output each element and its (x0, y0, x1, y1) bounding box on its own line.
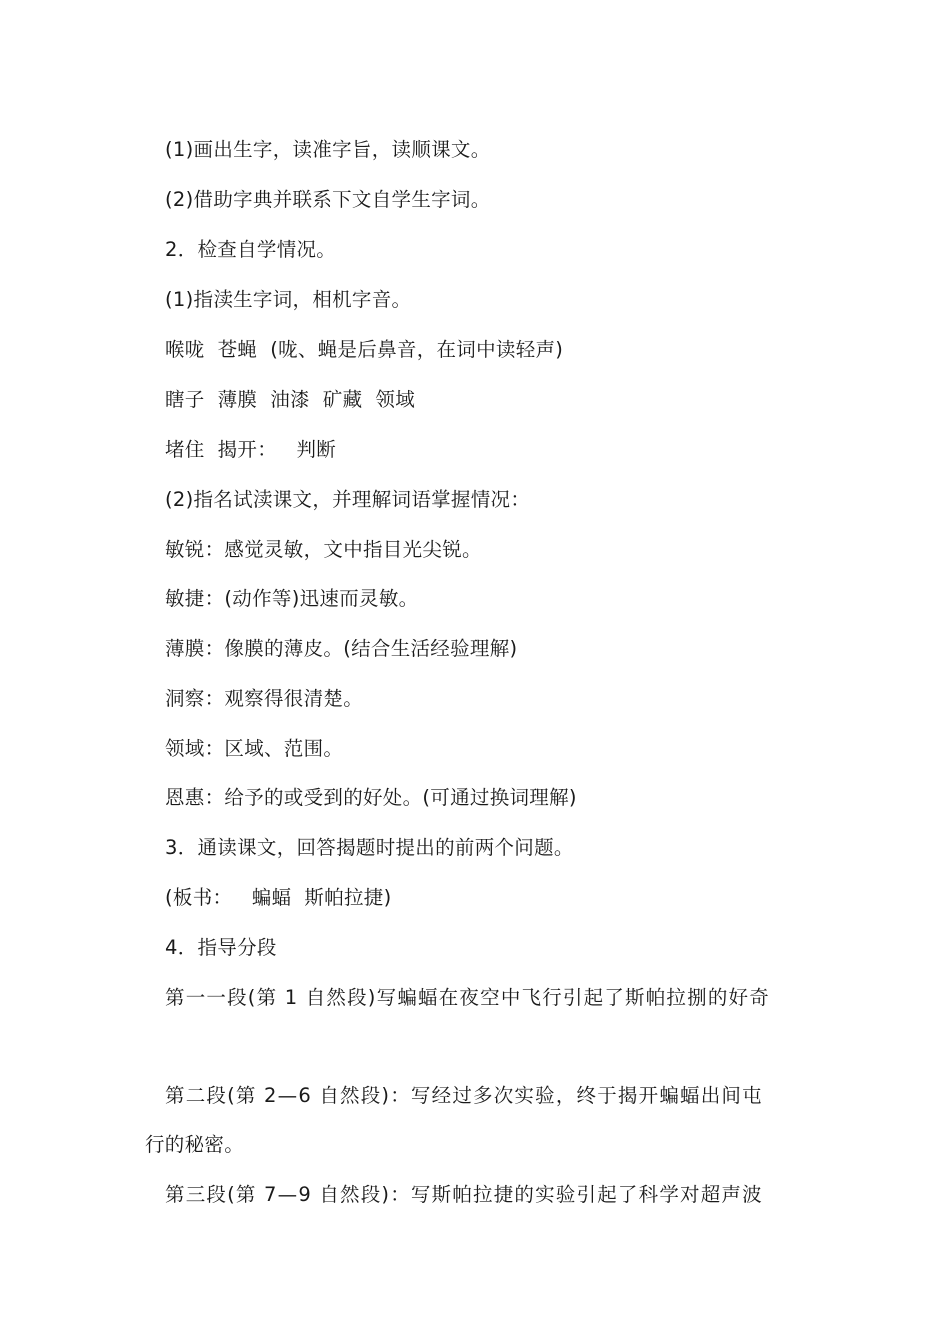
text-line: 2．检查自学情况。 (165, 238, 337, 261)
text-line: 3．通读课文，回答揭题时提出的前两个问题。 (165, 836, 574, 859)
text-line: 行的秘密。 (145, 1133, 245, 1156)
text-line: 喉咙 苍蝇 (咙、蝇是后鼻音，在词中读轻声) (165, 338, 564, 361)
text-line: (2)借助字典并联系下文自学生字词。 (165, 188, 491, 211)
text-line: (2)指名试渎课文，并理解词语掌握情况： (165, 488, 531, 511)
text-line: 第一一段(第 1 自然段)写蝙蝠在夜空中飞行引起了斯帕拉捌的好奇 (165, 986, 770, 1009)
text-line: 敏锐：感觉灵敏，文中指目光尖锐。 (165, 538, 482, 561)
text-line: (1)指渎生字词，相机字音。 (165, 288, 412, 311)
text-line: 第二段(第 2—6 自然段)：写经过多次实验，终于揭开蝙蝠出间屯 (165, 1084, 763, 1107)
text-line: 薄膜：像膜的薄皮。(结合生活经验理解) (165, 637, 518, 660)
text-line: (板书： 蝙蝠 斯帕拉捷) (165, 886, 392, 909)
text-line: (1)画出生字，读准字旨，读顺课文。 (165, 138, 491, 161)
text-line: 敏捷：(动作等)迅速而灵敏。 (165, 587, 419, 610)
text-line: 瞎子 薄膜 油漆 矿藏 领域 (165, 388, 415, 411)
text-line: 4．指导分段 (165, 936, 277, 959)
text-line: 领域：区域、范围。 (165, 737, 344, 760)
text-line: 洞察：观察得很清楚。 (165, 687, 364, 710)
text-line: 恩惠：给予的或受到的好处。(可通过换词理解) (165, 786, 577, 809)
text-line: 堵住 揭开： 判断 (165, 438, 337, 461)
text-line: 第三段(第 7—9 自然段)：写斯帕拉捷的实验引起了科学对超声波 (165, 1183, 763, 1206)
